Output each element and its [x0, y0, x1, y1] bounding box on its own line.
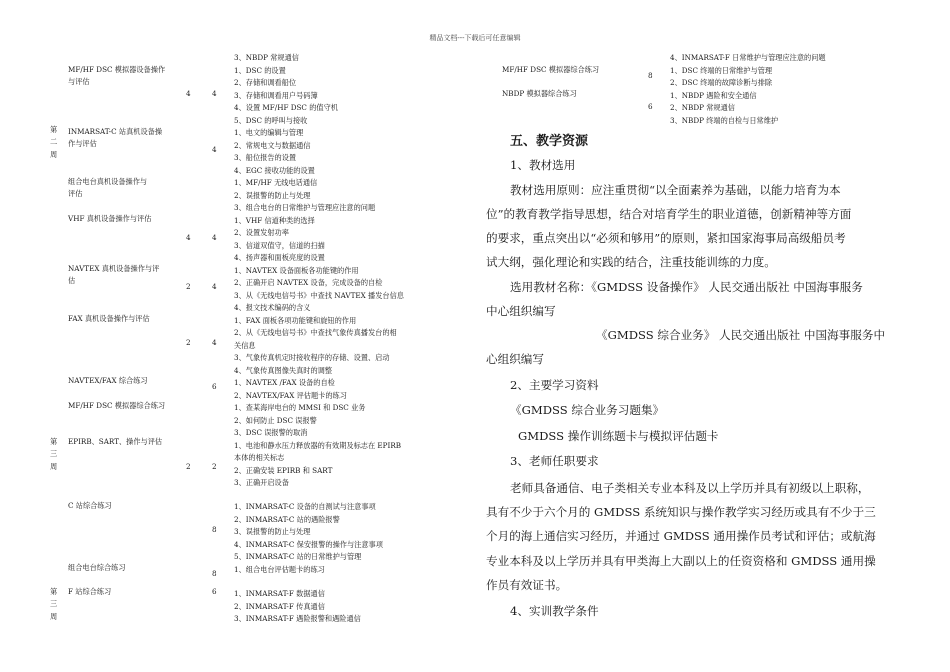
content-item: 1、NAVTEX /FAX 设备的自检	[234, 378, 335, 387]
module-name: F 站综合练习	[68, 587, 112, 596]
week-label: 三	[50, 599, 58, 608]
content-item: 3、INMARSAT-F 遇险报警和遇险通信	[234, 614, 361, 623]
paragraph-line: 中心组织编写	[486, 304, 556, 318]
content-item: 3、误报警的防止与处理	[234, 527, 311, 536]
hours-cell: 4	[186, 89, 191, 98]
module-name: 组合电台综合练习	[68, 563, 126, 572]
content-item: 3、船位报告的设置	[234, 153, 297, 162]
content-item: 5、INMARSAT-C 站的日常维护与管理	[234, 552, 362, 561]
module-name: 组合电台真机设备操作与	[68, 177, 148, 186]
hours-cell: 2	[186, 282, 191, 291]
content-item: 3、组合电台的日常维护与管理应注意的问题	[234, 203, 376, 212]
hours-cell: 4	[212, 282, 217, 291]
content-item: 2、正确安装 EPIRB 和 SART	[234, 465, 333, 475]
week-label: 第	[50, 587, 58, 596]
content-item: 3、存储和调看用户号码簿	[234, 90, 318, 100]
content-item: 2、INMARSAT-C 站的遇险报警	[234, 514, 340, 524]
module-name: EPIRB、SART、操作与评估	[68, 437, 163, 446]
paragraph-line: 的要求，重点突出以“必须和够用”的原则，紧扣国家海事局高级船员考	[486, 231, 846, 245]
content-item: 1、MF/HF 无线电话通信	[234, 178, 318, 187]
paragraph-line: 教材选用原则：应注重贯彻“以全面素养为基础，以能力培育为本	[510, 183, 841, 197]
content-item: 3、信道双值守，信道的扫描	[234, 240, 325, 250]
content-item: 4、INMARSAT-F 日常维护与管理应注意的问题	[670, 53, 826, 62]
content-item: 1、电池和静水压力释放器的有效期及标志在 EPIRB	[234, 440, 402, 450]
paragraph-line: 《GMDSS 综合业务》 人民交通出版社 中国海事服务中	[596, 328, 886, 342]
module-name: 评估	[68, 189, 83, 198]
content-item: 2、INMARSAT-F 传真通信	[234, 601, 325, 611]
content-item: 1、INMARSAT-C 设备的自测试与注意事项	[234, 502, 376, 511]
week-label: 二	[50, 137, 58, 146]
content-item: 1、NBDP 遇险和安全通信	[670, 90, 757, 100]
material-item: 《GMDSS 综合业务习题集》	[510, 403, 665, 417]
content-item: 关信息	[234, 340, 256, 350]
paragraph-line: 个月的海上通信实习经历，并通过 GMDSS 通用操作员考试和评估；或航海	[486, 529, 876, 543]
content-item: 2、DSC 终端的故障诊断与排除	[670, 78, 773, 87]
module-name: NBDP 模拟器综合练习	[502, 89, 577, 98]
paragraph-line: 选用教材名称：《GMDSS 设备操作》 人民交通出版社 中国海事服务	[510, 280, 863, 294]
module-name: MF/HF DSC 模拟器综合练习	[502, 65, 600, 74]
module-name: VHF 真机设备操作与评估	[68, 214, 152, 223]
paragraph-line: 作员有效证书。	[486, 578, 568, 592]
module-name: FAX 真机设备操作与评估	[68, 314, 150, 323]
content-item: 3、NBDP 终端的自检与日常维护	[670, 115, 779, 125]
paragraph-line: 老师具备通信、电子类相关专业本科及以上学历并具有初级以上职称，	[510, 481, 870, 495]
week-label: 周	[50, 462, 58, 471]
paragraph-line: 具有不少于六个月的 GMDSS 系统知识与操作教学实习经历或具有不少于三	[486, 505, 876, 519]
hours-cell: 8	[648, 71, 653, 80]
subsection-title: 1、教材选用	[510, 158, 576, 172]
content-item: 3、NBDP 常规通信	[234, 53, 299, 62]
module-name: 估	[68, 276, 76, 285]
week-label: 第	[50, 437, 58, 446]
content-item: 1、VHF 信道种类的选择	[234, 215, 315, 225]
hours-cell: 6	[212, 382, 217, 391]
content-item: 4、气象传真图像失真时的调整	[234, 365, 333, 375]
week-label: 周	[50, 612, 58, 621]
content-item: 4、INMARSAT-C 保安报警的操作与注意事项	[234, 539, 383, 549]
content-item: 4、扬声器和面板亮度的设置	[234, 253, 325, 262]
hours-cell: 2	[186, 338, 191, 347]
content-item: 1、查某海岸电台的 MMSI 和 DSC 业务	[234, 403, 366, 412]
content-item: 1、FAX 面板各项功能键和旋钮的作用	[234, 315, 357, 325]
content-item: 2、如何防止 DSC 误报警	[234, 415, 317, 425]
hours-cell: 4	[186, 233, 191, 242]
content-item: 1、DSC 终端的日常维护与管理	[670, 65, 773, 75]
paragraph-line: 专业本科及以上学历并具有甲类海上大副以上的任资资格和 GMDSS 通用操	[486, 554, 876, 568]
module-name: NAVTEX 真机设备操作与评	[68, 264, 160, 273]
content-item: 3、气象传真机定时接收程序的存储、设置、启动	[234, 353, 390, 362]
paragraph-line: 心组织编写	[486, 352, 544, 366]
content-item: 4、报文技术编码的含义	[234, 303, 311, 312]
content-item: 1、INMARSAT-F 数据通信	[234, 589, 325, 598]
content-item: 3、正确开启设备	[234, 478, 289, 487]
module-name: 作与评估	[68, 139, 97, 148]
module-name: INMARSAT-C 站真机设备操	[68, 127, 163, 136]
content-item: 3、从《无线电信号书》中查找 NAVTEX 播发台信息	[234, 290, 404, 300]
section-heading: 五、教学资源	[510, 134, 589, 149]
week-label: 第	[50, 125, 58, 134]
hours-cell: 2	[212, 462, 217, 471]
hours-cell: 6	[648, 102, 653, 111]
hours-cell: 8	[212, 525, 217, 534]
subsection-title: 4、实训教学条件	[510, 604, 599, 618]
content-item: 3、DSC 误报警的取消	[234, 428, 308, 437]
hours-cell: 8	[212, 569, 217, 578]
content-item: 2、设置发射功率	[234, 228, 289, 237]
content-item: 本体的相关标志	[234, 453, 285, 462]
content-item: 1、NAVTEX 设备面板各功能键的作用	[234, 265, 359, 275]
content-item: 2、NBDP 常规通信	[670, 103, 735, 112]
content-item: 2、存储和调看船位	[234, 78, 297, 87]
week-label: 三	[50, 449, 58, 458]
content-item: 2、从《无线电信号书》中查找气象传真播发台的相	[234, 328, 397, 337]
content-item: 5、DSC 的呼叫与接收	[234, 115, 308, 125]
hours-cell: 4	[212, 233, 217, 242]
content-item: 2、误报警的防止与处理	[234, 190, 311, 200]
content-item: 2、正确开启 NAVTEX 设备，完成设备的自检	[234, 278, 383, 287]
paragraph-line: 试大纲，强化理论和实践的结合，注重技能训练的力度。	[486, 255, 776, 269]
hours-cell: 6	[212, 587, 217, 596]
content-item: 4、设置 MF/HF DSC 的值守机	[234, 103, 338, 112]
module-name: MF/HF DSC 模拟器设备操作	[68, 65, 166, 74]
module-name: 与评估	[68, 77, 90, 86]
paragraph-line: 位”的教育教学指导思想，结合对培育学生的职业道德，创新精神等方面	[486, 207, 852, 221]
module-name: NAVTEX/FAX 综合练习	[68, 376, 148, 385]
subsection-title: 3、老师任职要求	[510, 454, 599, 468]
module-name: C 站综合练习	[68, 501, 112, 510]
module-name: MF/HF DSC 模拟器综合练习	[68, 401, 166, 410]
subsection-title: 2、主要学习资料	[510, 378, 599, 392]
hours-cell: 4	[212, 145, 217, 154]
content-item: 4、EGC 接收功能的设置	[234, 165, 315, 175]
content-item: 1、DSC 的设置	[234, 65, 286, 75]
hours-cell: 4	[212, 338, 217, 347]
content-item: 1、组合电台评估题卡的练习	[234, 564, 325, 574]
material-item: GMDSS 操作训练题卡与模拟评估题卡	[518, 429, 719, 443]
content-item: 1、电文的编辑与管理	[234, 128, 304, 137]
content-item: 2、NAVTEX/FAX 评估题卡的练习	[234, 390, 347, 400]
content-item: 2、常规电文与数据通信	[234, 140, 311, 150]
week-label: 周	[50, 150, 58, 159]
page-header-note: 精品文档---下载后可任意编辑	[429, 34, 521, 42]
hours-cell: 4	[212, 89, 217, 98]
hours-cell: 2	[186, 462, 191, 471]
